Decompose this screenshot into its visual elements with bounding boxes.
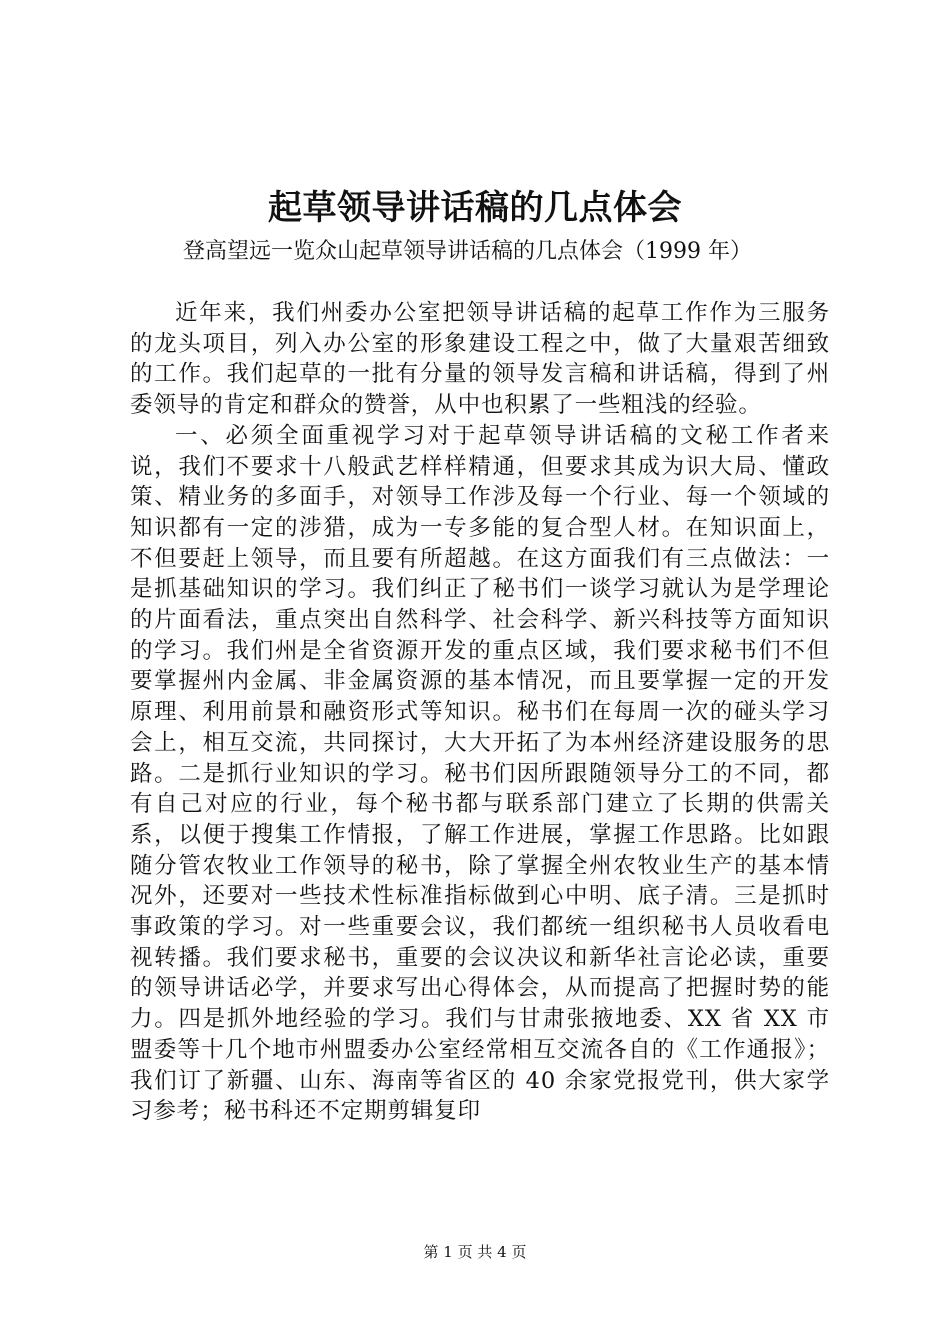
document-subtitle: 登高望远一览众山起草领导讲话稿的几点体会（1999 年）	[183, 239, 752, 264]
document-body	[130, 298, 830, 1127]
paragraph: 近年来，我们州委办公室把领导讲话稿的起草工作作为三服务的龙头项目，列入办公室的形象建设工程之中，做了大量艰苦细致的工作。我们起草的一批有分量的领导发言稿和讲话稿，得到了州委领导的肯定和群众的赞誉，从中也积累了一些粗浅的经验。	[130, 300, 830, 419]
page-footer: 第 1 页 共 4 页	[423, 1243, 527, 1261]
document-title: 起草领导讲话稿的几点体会	[268, 188, 682, 228]
paragraph: 一、必须全面重视学习对于起草领导讲话稿的文秘工作者来说，我们不要求十八般武艺样样精通，但要求其成为识大局、懂政策、精业务的多面手，对领导工作涉及每一个行业、每一个领域的知识都有一定的涉猎，成为一专多能的复合型人材。在知识面上，不但要赶上领导，而且要有所超越。在这方面我们有三点做法：一是抓基础知识的学习。我们纠正了秘书们一谈学习就认为是学理论的片面看法，重点突出自然科学、社会科学、新兴科技等方面知识的学习。我们州是全省资源开发的重点区域，我们要求秘书们不但要掌握州内金属、非金属资源的基本情况，而且要掌握一定的开发原理、利用前景和融资形式等知识。秘书们在每周一次的碰头学习会上，相互交流，共同探讨，大大开拓了为本州经济建设服务的思路。二是抓行业知识的学习。秘书们因所跟随领导分工的不同，都有自己对应的行业，每个秘书都与联系部门建立了长期的供需关系，以便于搜集工作情报，了解工作进展，掌握工作思路。比如跟随分管农牧业工作领导的秘书，除了掌握全州农牧业生产的基本情况外，还要对一些技术性标准指标做到心中明、底子清。三是抓时事政策的学习。对一些重要会议，我们都统一组织秘书人员收看电视转播。我们要求秘书，重要的会议决议和新华社言论必读，重要的领导讲话必学，并要求写出心得体会，从而提高了把握时势的能力。四是抓外地经验的学习。我们与甘肃张掖地委、XX 省 XX 市盟委等十几个地市州盟委办公室经常相互交流各自的《工作通报》；我们订了新疆、山东、海南等省区的 40 余家党报党刊，供大家学习参考；秘书科还不定期剪辑复印	[130, 422, 830, 1125]
